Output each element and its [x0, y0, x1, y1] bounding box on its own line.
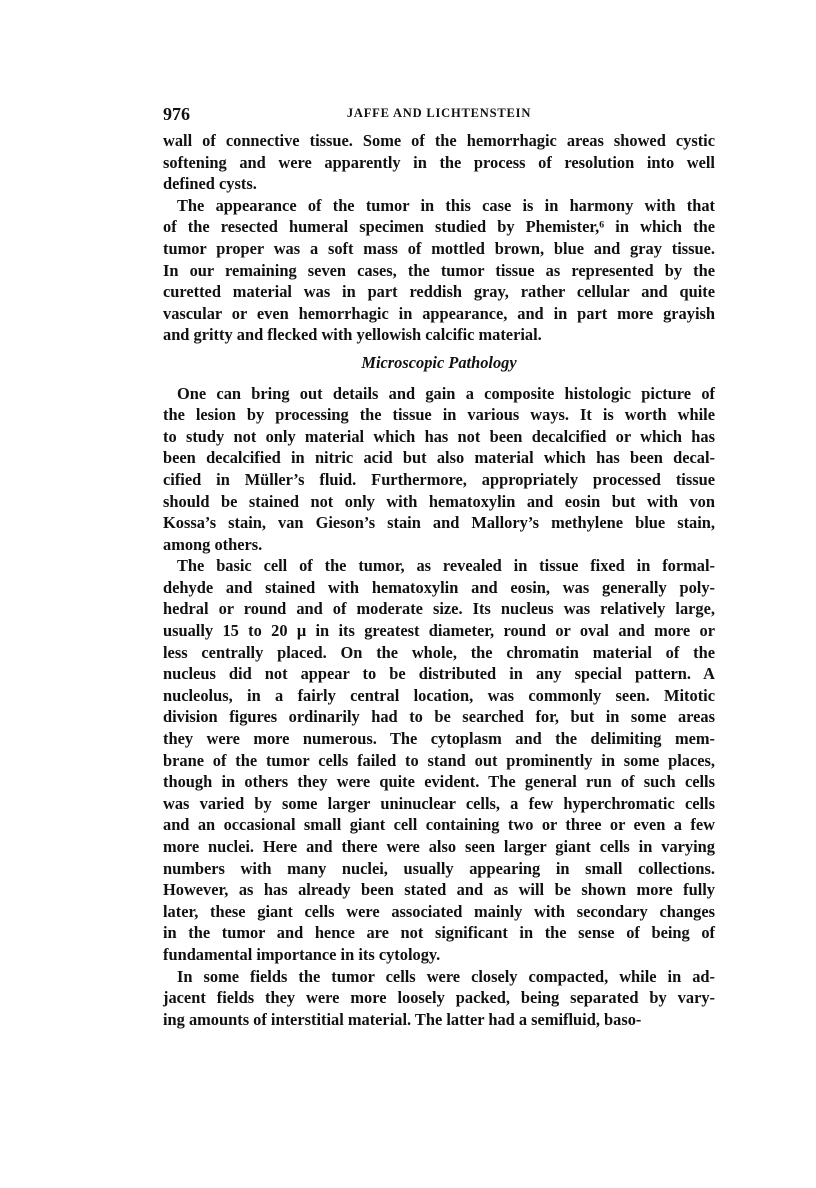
text-line: been decalcified in nitric acid but also material which has been decal- [163, 448, 715, 468]
text-line: fundamental importance in its cytology. [163, 944, 441, 964]
document-page [163, 104, 715, 1030]
text-line: to study not only material which has not been decalcified or which has [163, 426, 715, 446]
paragraph [163, 383, 715, 556]
text-line: hedral or round and of moderate size. Its nucleus was relatively large, [163, 599, 715, 619]
text-line: usually 15 to 20 μ in its greatest diameter, round or oval and more or [163, 621, 715, 641]
text-line: One can bring out details and gain a composite histologic picture of [177, 383, 715, 403]
text-line: though in others they were quite evident. The general run of such cells [163, 772, 715, 792]
text-line: more nuclei. Here and there were also seen larger giant cells in varying [163, 837, 715, 856]
text-line: less centrally placed. On the whole, the chromatin material of the [163, 642, 715, 662]
text-line: should be stained not only with hematoxylin and eosin but with von [163, 491, 715, 511]
paragraph [163, 555, 715, 965]
text-line: However, as has already been stated and as will be shown more fully [163, 880, 715, 900]
paragraph [163, 195, 715, 346]
text-line: tumor proper was a soft mass of mottled brown, blue and gray tissue. [163, 238, 715, 258]
text-line: In our remaining seven cases, the tumor tissue as represented by the [163, 260, 715, 280]
text-line: vascular or even hemorrhagic in appearance, and in part more grayish [163, 303, 715, 323]
text-line: they were more numerous. The cytoplasm and the delimiting mem- [163, 729, 715, 749]
text-line: numbers with many nuclei, usually appearing in small collections. [163, 858, 715, 878]
text-line: ing amounts of interstitial material. The latter had a semifluid, baso- [163, 1009, 642, 1029]
text-line: in the tumor and hence are not significant in the sense of being of [163, 923, 715, 943]
text-line: The basic cell of the tumor, as revealed in tissue fixed in formal- [177, 556, 715, 576]
body-text-section [163, 383, 715, 1031]
text-line: dehyde and stained with hematoxylin and eosin, was generally poly- [163, 577, 715, 597]
paragraph [163, 130, 715, 195]
text-line: and gritty and flecked with yellowish calcific material. [163, 325, 542, 345]
section-heading: Microscopic Pathology [361, 352, 517, 372]
text-line: nucleus did not appear to be distributed in any special pattern. A [163, 664, 715, 684]
page-number: 976 [163, 104, 190, 124]
text-line: jacent fields they were more loosely packed, being separated by vary- [163, 988, 715, 1008]
text-line: was varied by some larger uninuclear cells, a few hyperchromatic cells [163, 793, 715, 813]
text-line: Kossa’s stain, van Gieson’s stain and Mallory’s methylene blue stain, [163, 513, 715, 533]
text-line: defined cysts. [163, 174, 257, 194]
text-line: In some fields the tumor cells were closely compacted, while in ad- [177, 966, 715, 986]
text-line: nucleolus, in a fairly central location, was commonly seen. Mitotic [163, 685, 715, 705]
running-head: JAFFE AND LICHTENSTEIN [346, 106, 532, 120]
text-line: wall of connective tissue. Some of the hemorrhagic areas showed cystic [163, 131, 715, 150]
text-line: the lesion by processing the tissue in various ways. It is worth while [163, 405, 715, 425]
page-header [163, 104, 715, 130]
text-line: softening and were apparently in the process of resolution into well [163, 152, 715, 172]
text-line: The appearance of the tumor in this case is in harmony with that [177, 195, 715, 215]
paragraph [163, 966, 715, 1031]
body-text-top [163, 130, 715, 346]
text-line: division figures ordinarily had to be searched for, but in some areas [163, 707, 715, 727]
text-line: later, these giant cells were associated mainly with secondary changes [163, 901, 715, 921]
text-line: of the resected humeral specimen studied by Phemister,⁶ in which the [163, 217, 715, 237]
text-line: curetted material was in part reddish gray, rather cellular and quite [163, 282, 715, 302]
text-line: and an occasional small giant cell containing two or three or even a few [163, 815, 715, 835]
text-line: among others. [163, 534, 263, 554]
text-line: cified in Müller’s fluid. Furthermore, appropriately processed tissue [163, 469, 715, 489]
text-line: brane of the tumor cells failed to stand out prominently in some places, [163, 750, 715, 770]
